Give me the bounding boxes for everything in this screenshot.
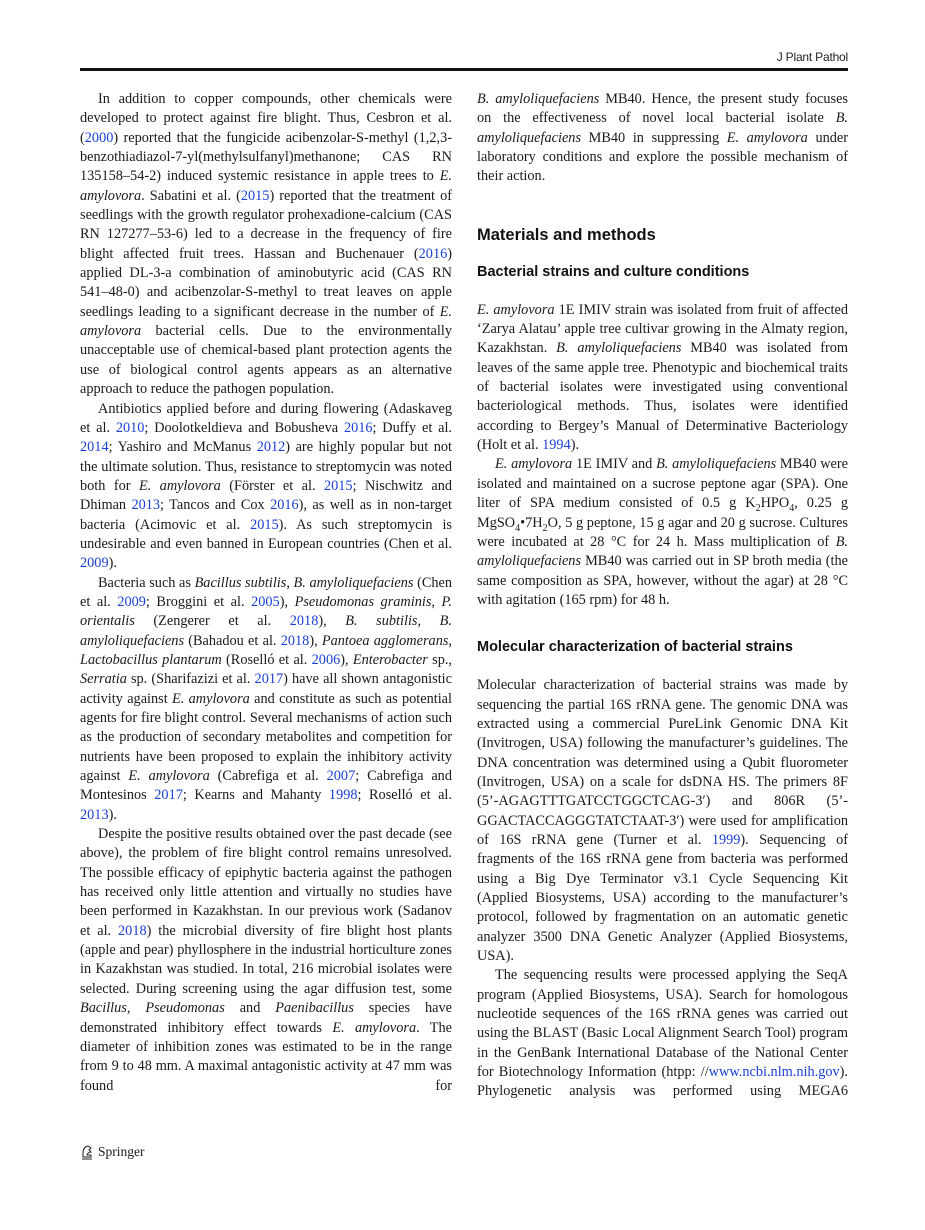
citation-link[interactable]: 2009 — [80, 555, 109, 572]
citation-link[interactable]: 2010 — [115, 419, 145, 436]
running-head-journal: J Plant Pathol — [776, 50, 848, 64]
right-column — [477, 90, 848, 1102]
citation-link[interactable]: 2012 — [256, 439, 286, 456]
italic-term: Serratia — [80, 671, 127, 688]
paragraph: E. amylovora 1E IMIV strain was isolated from fruit of affected ‘Zarya Alatau’ apple tree cultivar growing in the Almaty region, Kazakhstan. B. amyloliquefaciens MB40 was isolated from leaves of the same apple tree. Phenotypic and biochemical traits of bacterial isolates were investigated using conventional bacteriological methods. Thus, isolates were identified according to Bergey’s Manual of Determinative Bacteriology (Holt et al. 1994). — [477, 301, 849, 454]
paragraph: B. amyloliquefaciens MB40. Hence, the present study focuses on the effectiveness of novel local bacterial isolate B. amyloliquefaciens MB40 in suppressing E. amylovora under laboratory conditions and explore the possible mechanism of their action. — [477, 91, 848, 185]
italic-term: Bacillus subtilis — [194, 574, 287, 591]
italic-term: B. amyloliquefaciens — [477, 110, 848, 146]
italic-term: B. subtilis — [345, 613, 418, 630]
italic-term: E. amylovora — [138, 477, 221, 494]
subsection-title: Molecular characterization of bacterial strains — [477, 639, 793, 656]
italic-term: E. amylovora — [80, 168, 452, 204]
italic-term: E. amylovora — [172, 690, 250, 707]
citation-link[interactable]: 2018 — [289, 613, 319, 630]
citation-link[interactable]: 2016 — [343, 419, 373, 436]
italic-term: E. amylovora — [128, 768, 210, 785]
citation-link[interactable]: 2015 — [250, 516, 279, 533]
italic-term: E. amylovora — [477, 301, 555, 318]
italic-term: B. amyloliquefaciens — [556, 340, 682, 357]
subscript: 4 — [789, 503, 795, 515]
citation-link[interactable]: 2007 — [326, 768, 356, 785]
italic-term: E. amylovora — [332, 1019, 417, 1036]
citation-link[interactable]: 1998 — [328, 787, 358, 804]
springer-logo-icon — [80, 1144, 94, 1160]
paragraph: The sequencing results were processed applying the SeqA program (Applied Biosystems, USA). Search for homologous nucleotide sequences of the 16S rRNA genes was carried out using the BLAST (Basic Local Alignment Search Tool) program in the GenBank International Database of the National Center for Biotechnology Information (htpp: //www.ncbi.nlm.nih.gov). Phylogenetic analysis was performed using MEGA6 — [477, 967, 848, 1100]
italic-term: Paenibacillus — [275, 1000, 354, 1017]
italic-term: Lactobacillus plantarum — [80, 651, 222, 668]
italic-term: B. amyloliquefaciens — [656, 456, 777, 473]
paragraph: In addition to copper compounds, other chemicals were developed to protect against fire blight. Thus, Cesbron et al. (2000) reported that the fungicide acibenzolar-S-methyl (1,2,3-benzothiadiazol-7-yl(methylsulfanyl)methanone; CAS RN 135158–54-2) induced systemic resistance in apple trees to E. amylovora. Sabatini et al. (2015) reported that the treatment of seedlings with the growth regulator prohexadione-calcium (CAS RN 127277–53-6) led to a decrease in the frequency of fire blight affected fruit trees. Hassan and Buchenauer (2016) applied DL-3-a combination of aminobutyric acid (CAS RN 541–48-0) and acibenzolar-S-methyl to treat leaves on apple seedlings leading to a significant decrease in the number of E. amylovora bacterial cells. Due to the environmentally unacceptable use of chemical-based plant protection agents the use of biological control agents appears as an alternative approach to reduce the pathogen population. — [80, 91, 453, 398]
footer-publisher — [80, 1144, 145, 1160]
paragraph: Molecular characterization of bacterial strains was made by sequencing the partial 16S rRNA gene. The genomic DNA was extracted using a commercial PureLink Genomic DNA Kit (Invitrogen, USA) following the manufacturer’s guidelines. The DNA concentration was determined using a Qubit fluorometer (Invitrogen, USA) on a scale for dsDNA HS. The primers 8F (5’-AGAGTTTGATCCTGGCTCAG-3′) and 806R (5’-GGACTACCAGGGTATCTAAT-3′) were used for amplification of 16S rRNA gene (Turner et al. 1999). Sequencing of fragments of the 16S rRNA gene from bacteria was performed using a Big Dye Terminator v3.1 Cycle Sequencing Kit (Applied Biosystems, USA) according to the manufacturer’s protocol, followed by fragmentation on an automatic genetic analyzer 3500 DNA Genetic Analyzer (Applied Biosystems, USA). — [477, 677, 848, 965]
italic-term: B. amyloliquefaciens — [293, 574, 414, 591]
citation-link[interactable]: 1999 — [711, 831, 741, 848]
citation-link[interactable]: 2014 — [80, 439, 109, 456]
paragraph: Despite the positive results obtained over the past decade (see above), the problem of fire blight control remains unresolved. The possible efficacy of epiphytic bacteria against the pathogen has received only little attention and virtually no studies have been performed in Kazakhstan. In our previous work (Sadanov et al. 2018) the microbial diversity of fire blight host plants (apple and pear) phyllosphere in the industrial horticulture zones in Kazakhstan was studied. In total, 216 microbial isolates were selected. During screening using the agar diffusion test, some Bacillus, Pseudomonas and Paenibacillus species have demonstrated inhibitory effect towards E. amylovora. The diameter of inhibition zones was estimated to be in the range from 9 to 48 mm. A maximal antagonistic activity at 47 mm was found for — [80, 826, 453, 1094]
italic-term: E. amylovora — [495, 456, 573, 473]
citation-link[interactable]: 2018 — [280, 632, 310, 649]
citation-link[interactable]: 2009 — [117, 593, 146, 610]
italic-term: E. amylovora — [80, 303, 452, 340]
citation-link[interactable]: www.ncbi.nlm.nih.gov — [708, 1064, 840, 1081]
paragraph: Bacteria such as Bacillus subtilis, B. amyloliquefaciens (Chen et al. 2009; Broggini et al. 2005), Pseudomonas graminis, P. orientalis (Zengerer et al. 2018), B. subtilis, B. amyloliquefaciens (Bahadou et al. 2018), Pantoea agglomerans, Lactobacillus plantarum (Roselló et al. 2006), Enterobacter sp., Serratia sp. (Sharifazizi et al. 2017) have all shown antagonistic activity against E. amylovora and constitute as such as potential agents for fire blight control. Several mechanisms of action such as the production of secondary metabolites and competition for nutrients have been proposed to explain the inhibitory activity against E. amylovora (Cabrefiga et al. 2007; Cabrefiga and Montesinos 2017; Kearns and Mahanty 1998; Roselló et al. 2013). — [80, 574, 453, 823]
italic-term: B. amyloliquefaciens — [80, 613, 452, 649]
citation-link[interactable]: 2018 — [118, 922, 147, 939]
subscript: 4 — [515, 522, 521, 534]
citation-link[interactable]: 2017 — [254, 671, 284, 688]
citation-link[interactable]: 2013 — [80, 806, 109, 823]
citation-link[interactable]: 2016 — [270, 497, 299, 514]
italic-term: Pseudomonas graminis, P. orientalis — [80, 593, 452, 630]
italic-term: Enterobacter — [352, 651, 428, 668]
citation-link[interactable]: 2013 — [131, 497, 161, 514]
citation-link[interactable]: 1994 — [542, 437, 571, 454]
header-rule — [80, 68, 848, 71]
subscript: 2 — [542, 522, 548, 534]
left-column — [80, 90, 452, 1096]
citation-link[interactable]: 2015 — [240, 187, 270, 204]
italic-term: Pantoea agglomerans — [321, 632, 449, 649]
italic-term: Bacillus, Pseudomonas — [80, 1000, 225, 1017]
paragraph: Antibiotics applied before and during flowering (Adaskaveg et al. 2010; Doolotkeldieva and Bobusheva 2016; Duffy et al. 2014; Yashiro and McManus 2012) are highly popular but not the ultimate solution. Thus, resistance to streptomycin was noted both for E. amylovora (Förster et al. 2015; Nischwitz and Dhiman 2013; Tancos and Cox 2016), as well as in non-target bacteria (Acimovic et al. 2015). As such streptomycin is undesirable and even banned in European countries (Chen et al. 2009). — [80, 400, 453, 572]
subsection-title: Bacterial strains and culture conditions — [477, 263, 750, 280]
italic-term: B. amyloliquefaciens — [477, 91, 600, 107]
italic-term: B. amyloliquefaciens — [477, 533, 848, 570]
publisher-name: Springer — [98, 1144, 145, 1159]
subscript: 2 — [755, 503, 761, 515]
citation-link[interactable]: 2016 — [418, 245, 448, 262]
citation-link[interactable]: 2006 — [311, 651, 341, 668]
citation-link[interactable]: 2005 — [251, 593, 280, 610]
section-title: Materials and methods — [477, 225, 656, 244]
citation-link[interactable]: 2017 — [154, 787, 183, 804]
citation-link[interactable]: 2000 — [84, 129, 114, 146]
citation-link[interactable]: 2015 — [323, 477, 353, 494]
italic-term: E. amylovora — [726, 129, 808, 146]
paragraph: E. amylovora 1E IMIV and B. amyloliquefaciens MB40 were isolated and maintained on a sucrose peptone agar (SPA). One liter of SPA medium consisted of 0.5 g $K_2HPO_4$, 0.25 g $MgSO_4•7H_2O$, 5 g peptone, 15 g agar and 20 g sucrose. Cultures were incubated at 28 °C for 24 h. Mass multiplication of B. amyloliquefaciens MB40 was carried out in SP broth media (the same composition as SPA, however, without the agar) at 28 °C with agitation (165 rpm) for 48 h. — [477, 456, 849, 608]
